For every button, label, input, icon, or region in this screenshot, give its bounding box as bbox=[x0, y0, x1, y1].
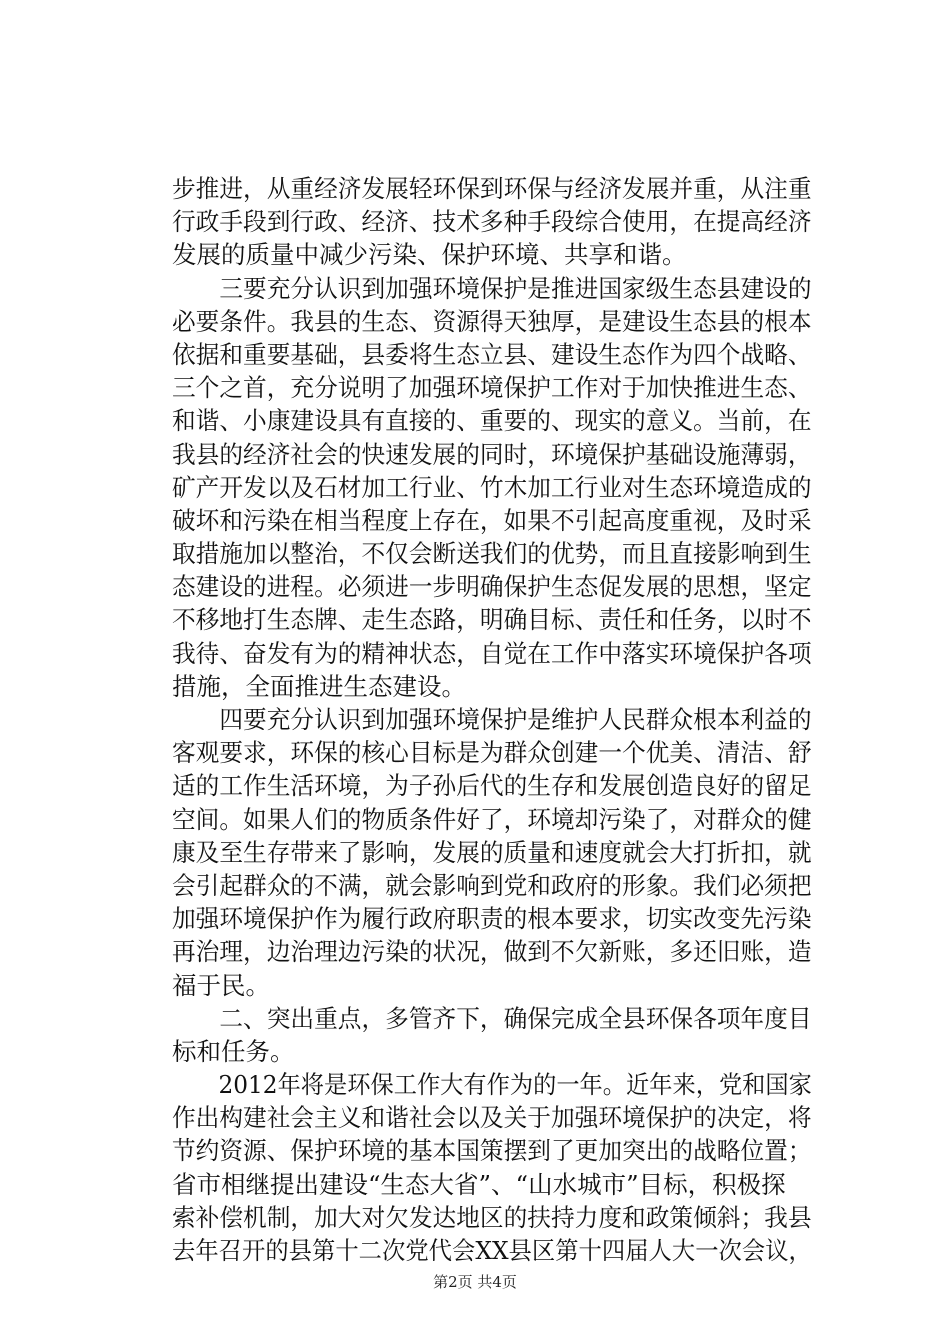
text-line: 措施，全面推进生态建设。 bbox=[172, 671, 466, 701]
body-text bbox=[172, 172, 812, 1267]
text-line: 四要充分认识到加强环境保护是维护人民群众根本利益的 bbox=[172, 705, 812, 734]
text-line: 索补偿机制，加大对欠发达地区的扶持力度和政策倾斜；我县 bbox=[172, 1202, 812, 1232]
text-line: 不移地打生态牌、走生态路，明确目标、责任和任务，以时不 bbox=[172, 605, 812, 635]
text-line: 适的工作生活环境，为子孙后代的生存和发展创造良好的留足 bbox=[172, 771, 812, 801]
text-line: 标和任务。 bbox=[172, 1036, 295, 1066]
text-line: 三个之首，充分说明了加强环境保护工作对于加快推进生态、 bbox=[172, 373, 812, 403]
text-line: 取措施加以整治，不仅会断送我们的优势，而且直接影响到生 bbox=[172, 539, 812, 569]
text-line: 依据和重要基础，县委将生态立县、建设生态作为四个战略、 bbox=[172, 339, 812, 369]
text-line: 态建设的进程。必须进一步明确保护生态促发展的思想，坚定 bbox=[172, 572, 812, 602]
text-line: 步推进，从重经济发展轻环保到环保与经济发展并重，从注重 bbox=[172, 174, 812, 203]
text-line: 康及至生存带来了影响，发展的质量和速度就会大打折扣，就 bbox=[172, 837, 812, 867]
text-line: 我待、奋发有为的精神状态，自觉在工作中落实环境保护各项 bbox=[172, 638, 812, 668]
text-line: 必要条件。我县的生态、资源得天独厚，是建设生态县的根本 bbox=[172, 306, 812, 336]
page-footer: 第2页 共4页 bbox=[433, 1273, 517, 1291]
text-line: 加强环境保护作为履行政府职责的根本要求，切实改变先污染 bbox=[172, 904, 812, 934]
text-line: 再治理，边治理边污染的状况，做到不欠新账，多还旧账，造 bbox=[172, 937, 812, 967]
text-line: 二、突出重点，多管齐下，确保完成全县环保各项年度目 bbox=[172, 1003, 812, 1033]
text-line: 去年召开的县第十二次党代会XX县区第十四届人大一次会议， bbox=[172, 1236, 812, 1265]
text-line: 我县的经济社会的快速发展的同时，环境保护基础设施薄弱， bbox=[172, 439, 812, 469]
text-line: 三要充分认识到加强环境保护是推进国家级生态县建设的 bbox=[172, 273, 812, 303]
text-line: 空间。如果人们的物质条件好了，环境却污染了，对群众的健 bbox=[172, 804, 812, 834]
text-line: 行政手段到行政、经济、技术多种手段综合使用，在提高经济 bbox=[172, 207, 812, 237]
text-line: 会引起群众的不满，就会影响到党和政府的形象。我们必须把 bbox=[172, 870, 812, 900]
text-line: 和谐、小康建设具有直接的、重要的、现实的意义。当前，在 bbox=[172, 406, 812, 436]
text-line: 福于民。 bbox=[172, 970, 270, 1000]
text-line: 客观要求，环保的核心目标是为群众创建一个优美、清洁、舒 bbox=[172, 738, 812, 768]
text-line: 节约资源、保护环境的基本国策摆到了更加突出的战略位置； bbox=[172, 1136, 812, 1166]
text-line: 矿产开发以及石材加工行业、竹木加工行业对生态环境造成的 bbox=[172, 472, 812, 502]
text-line: 破坏和污染在相当程度上存在，如果不引起高度重视，及时采 bbox=[172, 505, 812, 535]
text-line: 省市相继提出建设“生态大省”、“山水城市”目标，积极探 bbox=[172, 1169, 786, 1199]
text-line: 作出构建社会主义和谐社会以及关于加强环境保护的决定，将 bbox=[172, 1103, 812, 1133]
text-line: 发展的质量中减少污染、保护环境、共享和谐。 bbox=[172, 240, 687, 270]
text-line: 2012年将是环保工作大有作为的一年。近年来，党和国家 bbox=[172, 1070, 812, 1100]
